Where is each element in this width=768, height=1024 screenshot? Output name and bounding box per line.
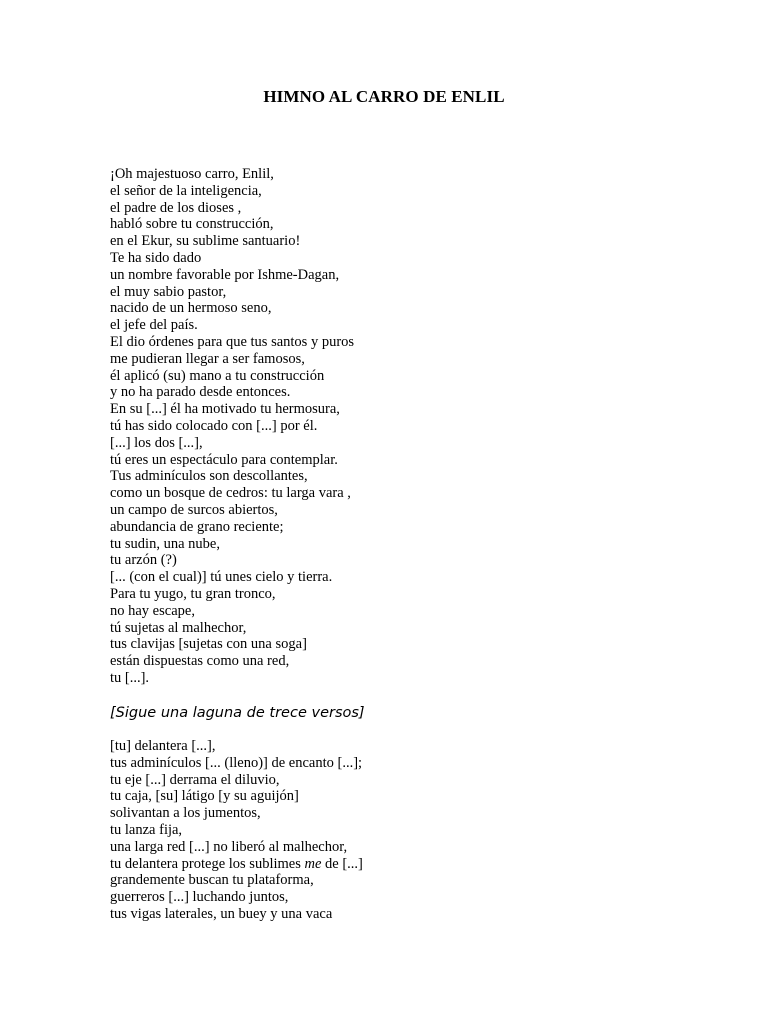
- verse-line: [...] los dos [...],: [110, 434, 203, 451]
- verse-line: en el Ekur, su sublime santuario!: [110, 233, 301, 250]
- verse-line: tus vigas laterales, un buey y una vaca: [110, 905, 333, 922]
- verse-line: el jefe del país.: [110, 317, 198, 334]
- verse-line: el muy sabio pastor,: [110, 283, 227, 300]
- poem-stanza-2: [110, 738, 363, 923]
- verse-italic-term: me: [304, 855, 322, 872]
- verse-line: nacido de un hermoso seno,: [110, 300, 272, 317]
- verse-line: y no ha parado desde entonces.: [110, 384, 291, 401]
- verse-line: habló sobre tu construcción,: [110, 216, 274, 233]
- document-title: HIMNO AL CARRO DE ENLIL: [263, 87, 505, 106]
- verse-line: [tu] delantera [...],: [110, 738, 216, 754]
- verse-line: abundancia de grano reciente;: [110, 518, 284, 535]
- verse-line: tu caja, [su] látigo [y su aguijón]: [110, 788, 299, 805]
- verse-line: el padre de los dioses ,: [110, 199, 242, 216]
- verse-line: [110, 856, 363, 873]
- lacuna-note: [Sigue una laguna de trece versos]: [110, 705, 365, 721]
- poem-stanza-1: [110, 166, 354, 687]
- verse-line: El dio órdenes para que tus santos y puros: [110, 333, 355, 350]
- verse-line: tus clavijas [sujetas con una soga]: [110, 636, 307, 653]
- verse-line: tu [...].: [110, 669, 150, 686]
- verse-text: de [...]: [321, 855, 363, 872]
- verse-line: están dispuestas como una red,: [110, 653, 290, 670]
- verse-line: él aplicó (su) mano a tu construcción: [110, 367, 325, 384]
- verse-line: tus adminículos [... (lleno)] de encanto [...];: [110, 754, 363, 771]
- verse-line: tu arzón (?): [110, 552, 177, 569]
- verse-line: Para tu yugo, tu gran tronco,: [110, 585, 276, 602]
- verse-line: tú eres un espectáculo para contemplar.: [110, 451, 338, 468]
- verse-line: me pudieran llegar a ser famosos,: [110, 350, 305, 367]
- verse-line: un nombre favorable por Ishme-Dagan,: [110, 266, 340, 283]
- verse-line: ¡Oh majestuoso carro, Enlil,: [110, 166, 274, 182]
- verse-line: tu eje [...] derrama el diluvio,: [110, 771, 280, 788]
- verse-line: tu lanza fija,: [110, 821, 183, 838]
- verse-line: guerreros [...] luchando juntos,: [110, 889, 289, 906]
- verse-line: un campo de surcos abiertos,: [110, 501, 278, 518]
- verse-line: En su [...] él ha motivado tu hermosura,: [110, 401, 340, 418]
- verse-text: tu delantera protege los sublimes: [110, 855, 305, 872]
- verse-line: tu sudin, una nube,: [110, 535, 220, 552]
- verse-line: el señor de la inteligencia,: [110, 182, 262, 199]
- verse-line: tú has sido colocado con [...] por él.: [110, 417, 318, 434]
- verse-line: una larga red [...] no liberó al malhechor,: [110, 838, 348, 855]
- verse-line: Tus adminículos son descollantes,: [110, 468, 308, 485]
- verse-line: Te ha sido dado: [110, 249, 202, 266]
- verse-line: no hay escape,: [110, 602, 195, 619]
- verse-line: como un bosque de cedros: tu larga vara ,: [110, 485, 351, 502]
- verse-line: [... (con el cual)] tú unes cielo y tierra.: [110, 569, 333, 586]
- verse-line: solivantan a los jumentos,: [110, 805, 261, 822]
- verse-line: tú sujetas al malhechor,: [110, 619, 247, 636]
- verse-line: grandemente buscan tu plataforma,: [110, 872, 314, 889]
